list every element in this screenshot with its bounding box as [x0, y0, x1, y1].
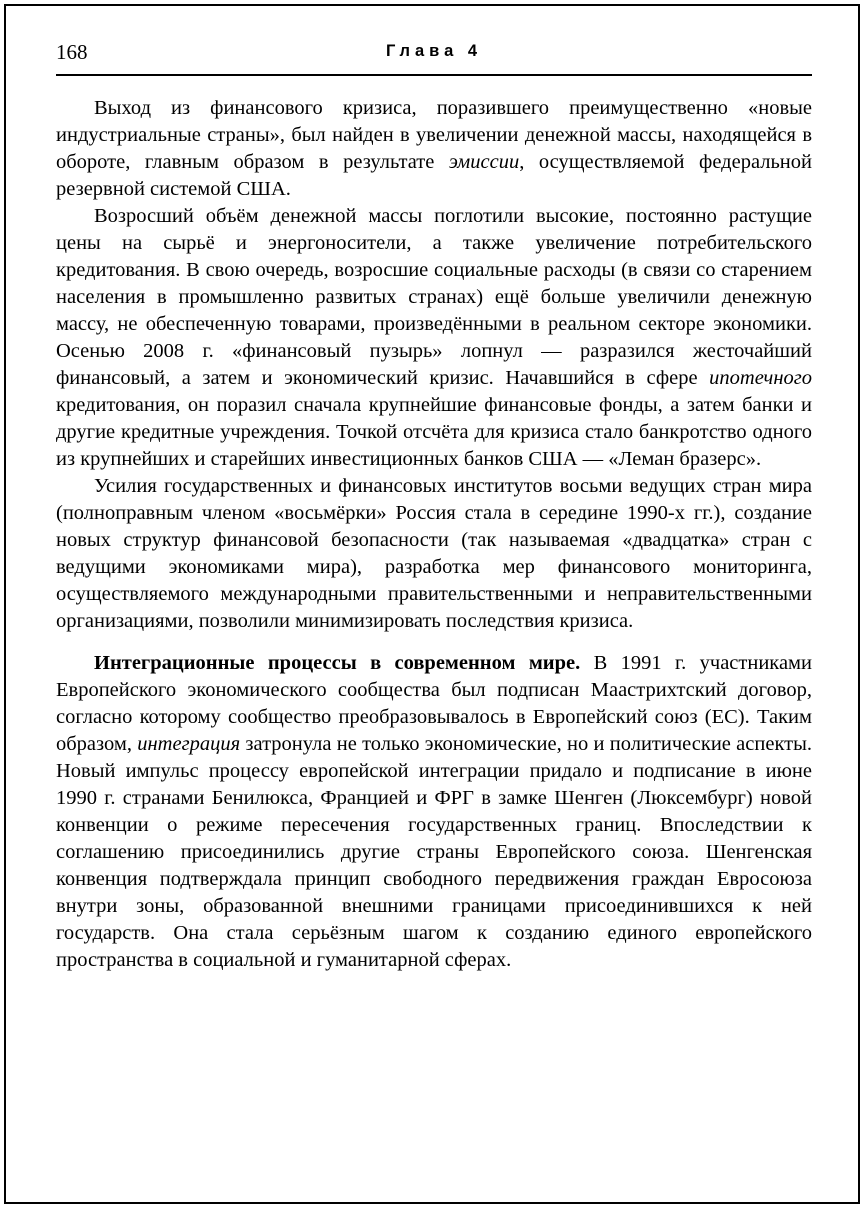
text-run: ипотечного — [709, 367, 812, 389]
text-run: Возросший объём денежной массы поглотили высокие, постоянно растущие цены на сырьё и энергоносители, а также увеличение потребительского кредитования. В свою очередь, возросшие социальные расходы (в связи со старением населения в промышленно развитых странах) ещё больше увеличили денежную массу, не обеспеченную товарами, произведёнными в реальном секторе экономики. Осенью 2008 г. «финансовый пузырь» лопнул — разразился жесточайший финансовый, а затем и экономический кризис. Начавшийся в сфере — [56, 205, 812, 389]
text-run: , осуществляемой федеральной резервной системой США. — [56, 151, 813, 200]
paragraph — [56, 95, 812, 203]
text-run: интеграция — [137, 733, 241, 755]
text-run: эмиссии — [448, 151, 520, 173]
paragraph — [56, 203, 812, 473]
run-in-heading: Интеграционные процессы в современном мире. — [94, 652, 581, 674]
text-run: кредитования, он поразил сначала крупнейшие финансовые фонды, а затем банки и другие кредитные учреждения. Точкой отсчёта для кризиса стало банкротство одного из крупнейших и старейших инвестиционных банков США — «Леман бразерс». — [56, 394, 812, 470]
chapter-title: Глава 4 — [385, 42, 483, 60]
text-run: Усилия государственных и финансовых институтов восьми ведущих стран мира (полноправным членом «восьмёрки» Россия стала в середине 1990-х гг.), создание новых структур финансовой безопасности (так называемая «двадцатка» стран с ведущими экономиками мира), разработка мер финансового мониторинга, осуществляемого международными правительственными и неправительственными организациями, позволили минимизировать последствия кризиса. — [56, 475, 812, 632]
paragraph — [56, 473, 812, 635]
book-page — [4, 4, 860, 1204]
paragraph — [56, 650, 812, 974]
text-run: В 1991 г. участниками Европейского экономического сообщества был подписан Маастрихтский договор, согласно которому сообщество преобразовывалось в Европейский союз (ЕС). Таким образом, — [56, 652, 813, 755]
page-number: 168 — [56, 40, 88, 64]
text-run: затронула не только экономические, но и политические аспекты. Новый импульс процессу европейской интеграции придало и подписание в июне 1990 г. странами Бенилюкса, Францией и ФРГ в замке Шенген (Люксембург) новой конвенции о режиме пересечения государственных границ. Впоследствии к соглашению присоединились другие страны Европейского союза. Шенгенская конвенция подтверждала принцип свободного передвижения граждан Евросоюза внутри зоны, образованной внешними границами присоединившихся к ней государств. Она стала серьёзным шагом к созданию единого европейского пространства в социальной и гуманитарной сферах. — [56, 733, 813, 971]
page-body — [56, 95, 812, 974]
text-run: Выход из финансового кризиса, поразившего преимущественно «новые индустриальные страны», был найден в увеличении денежной массы, находящейся в обороте, главным образом в результате — [56, 97, 812, 173]
page-header — [56, 40, 812, 76]
